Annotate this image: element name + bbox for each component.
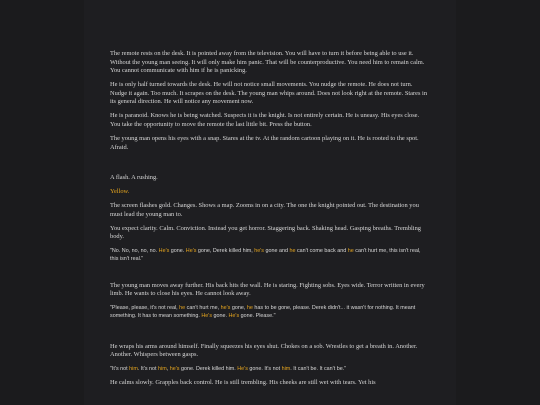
highlighted-pronoun: He's (237, 366, 248, 373)
story-paragraph: He is only half turned towards the desk. He will not notice small movements. You nudge the remote. He does not turn. Nudge it again. Too much. It scrapes on the desk. The young man whips around. Does not look right at the remote. Stares in its general direction. He will notice any movement now. (110, 81, 428, 106)
dialogue-text: can't hurt me, this isn't real, this isn't real." (110, 248, 421, 263)
story-paragraph: He calms slowly. Grapples back control. He is still trembling. His cheeks are still wet with tears. Yet his (110, 378, 376, 386)
dialogue-text: "No. No, no, no, no. (110, 248, 159, 255)
highlighted-pronoun: him (129, 366, 138, 373)
dialogue-text: , (166, 366, 170, 373)
dialogue-text: gone. Derek killed him. (179, 366, 238, 373)
dialogue-text: . It can't be. It can't be." (290, 366, 347, 373)
highlighted-pronoun: he (179, 305, 186, 312)
dialogue-text: has to be gone, please. Derek didn't... it wasn't for nothing. It meant something. It has to mean something. (110, 305, 416, 320)
dialogue-text: "It's not (110, 366, 130, 373)
dialogue-text: can't come back and (295, 248, 348, 255)
highlighted-pronoun: him (158, 366, 167, 373)
highlighted-pronoun: he (289, 248, 296, 255)
dialogue-text: gone and (263, 248, 290, 255)
highlighted-pronoun: him (281, 366, 291, 373)
story-paragraph: The remote rests on the desk. It is pointed away from the television. You will have to turn it before being able to use it. Without the young man seeing. It will only make him panic. That will be counterproductive. You need him to remain calm. You cannot communicate with him if he is panicking. (110, 50, 425, 75)
story-highlight-paragraph: Yellow. (110, 188, 130, 196)
dialogue-text: gone. (169, 248, 186, 255)
highlighted-pronoun: he (347, 248, 354, 255)
dialogue-paragraph (110, 365, 430, 373)
dialogue-text: gone. Please." (239, 313, 276, 320)
dialogue-paragraph (110, 304, 430, 320)
highlighted-pronoun: he's (169, 366, 180, 373)
highlighted-pronoun: he's (220, 305, 231, 312)
dialogue-text: "Please, please, it's not real, (110, 305, 180, 312)
story-paragraph: He is paranoid. Knows he is being watched. Suspects it is the knight. Is not entirely certain. He is uneasy. His eyes close. You take the opportunity to move the remote the last little bit. Press the button. (110, 112, 420, 128)
highlighted-pronoun: he's (254, 248, 264, 255)
dialogue-text: can't hurt me, (185, 305, 221, 312)
story-paragraph: The young man opens his eyes with a snap. Stares at the tv. At the random cartoon playing on it. He is rooted to the spot. Afraid. (110, 134, 419, 151)
story-paragraph: The young man moves away further. His back hits the wall. He is staring. Fighting sobs. Eyes wide. Terror written in every limb. He wants to close his eyes. He cannot look away. (110, 281, 425, 298)
dialogue-text: gone. (212, 313, 229, 320)
dialogue-text: gone, (230, 305, 247, 312)
story-text (110, 50, 430, 393)
dialogue-text: gone, Derek killed him, (196, 248, 255, 255)
story-paragraph: He wraps his arms around himself. Finally squeezes his eyes shut. Chokes on a sob. Wrestles to get a breath in. Another. Another. Whispers between gasps. (110, 342, 418, 359)
highlighted-pronoun: He's (158, 248, 170, 255)
dialogue-text: gone. It's not (247, 366, 282, 373)
highlighted-pronoun: He's (228, 313, 240, 320)
story-paragraph: A flash. A rushing. (110, 174, 158, 182)
story-paragraph: The screen flashes gold. Changes. Shows a map. Zooms in on a city. The one the knight pointed out. The destination you must lead the young man to. (110, 202, 419, 218)
story-paragraph: You expect clarity. Calm. Conviction. Instead you get horror. Staggering back. Shaking head. Gasping breaths. Trembling body. (110, 224, 421, 241)
highlighted-pronoun: He's (185, 248, 197, 255)
highlighted-pronoun: he (246, 305, 253, 312)
dialogue-text: . It's not (137, 366, 159, 373)
dialogue-paragraph (110, 247, 430, 263)
highlighted-pronoun: He's (201, 313, 213, 320)
